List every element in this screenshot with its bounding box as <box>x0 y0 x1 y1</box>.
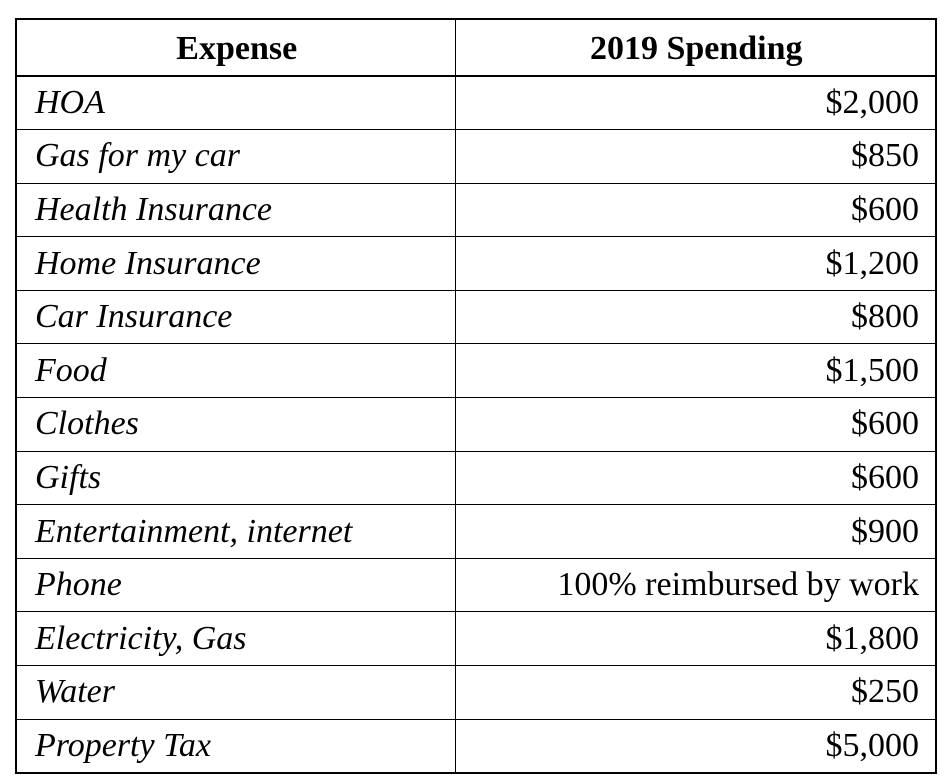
spending-cell: $600 <box>455 398 936 452</box>
spending-cell: $1,200 <box>455 237 936 291</box>
table-row <box>16 719 936 773</box>
expense-cell: Electricity, Gas <box>16 612 455 666</box>
table-row <box>16 76 936 130</box>
table-row <box>16 398 936 452</box>
table-row <box>16 612 936 666</box>
spending-cell: $250 <box>455 666 936 720</box>
spending-cell: $1,500 <box>455 344 936 398</box>
column-header-expense: Expense <box>16 19 455 76</box>
table-row <box>16 344 936 398</box>
expense-cell: HOA <box>16 76 455 130</box>
spending-cell: $2,000 <box>455 76 936 130</box>
table-row <box>16 558 936 612</box>
expense-cell: Entertainment, internet <box>16 505 455 559</box>
expense-cell: Clothes <box>16 398 455 452</box>
table-body <box>16 76 936 773</box>
table-row <box>16 130 936 184</box>
column-header-spending: 2019 Spending <box>455 19 936 76</box>
expense-cell: Phone <box>16 558 455 612</box>
expense-cell: Gifts <box>16 451 455 505</box>
expense-cell: Gas for my car <box>16 130 455 184</box>
expense-cell: Property Tax <box>16 719 455 773</box>
table-row <box>16 183 936 237</box>
spending-cell: $5,000 <box>455 719 936 773</box>
table-header-row <box>16 19 936 76</box>
spending-cell: 100% reimbursed by work <box>455 558 936 612</box>
expense-cell: Health Insurance <box>16 183 455 237</box>
expense-cell: Water <box>16 666 455 720</box>
table-row <box>16 237 936 291</box>
spending-cell: $600 <box>455 183 936 237</box>
spending-cell: $800 <box>455 290 936 344</box>
expense-cell: Food <box>16 344 455 398</box>
expense-cell: Car Insurance <box>16 290 455 344</box>
table-row <box>16 451 936 505</box>
expense-table <box>15 18 937 774</box>
expense-cell: Home Insurance <box>16 237 455 291</box>
spending-cell: $600 <box>455 451 936 505</box>
spending-cell: $900 <box>455 505 936 559</box>
spending-cell: $850 <box>455 130 936 184</box>
table-row <box>16 666 936 720</box>
table-row <box>16 505 936 559</box>
table-row <box>16 290 936 344</box>
spending-cell: $1,800 <box>455 612 936 666</box>
